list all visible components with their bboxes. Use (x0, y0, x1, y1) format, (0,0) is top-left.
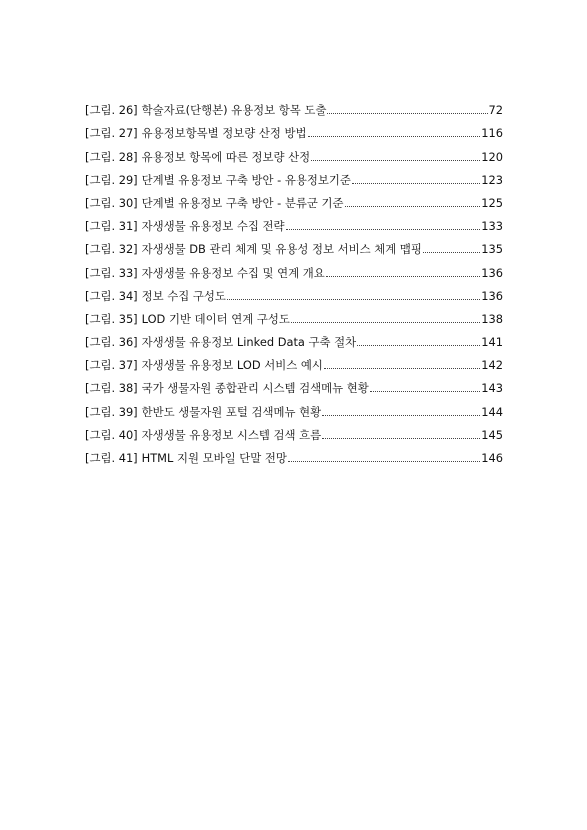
dot-leader (423, 252, 480, 253)
toc-entry[interactable] (85, 164, 503, 187)
figure-number: [그림. 39] (85, 404, 138, 419)
figure-number: [그림. 33] (85, 265, 138, 280)
dot-leader (322, 438, 480, 439)
figure-number: [그림. 27] (85, 126, 138, 141)
dot-leader (227, 299, 480, 300)
page-number: 142 (481, 358, 503, 373)
toc-entry[interactable] (85, 442, 503, 465)
figure-number: [그림. 26] (85, 103, 138, 118)
dot-leader (311, 160, 480, 161)
dot-leader (291, 322, 480, 323)
dot-leader (286, 229, 481, 230)
dot-leader (326, 276, 480, 277)
figure-list (85, 94, 503, 465)
toc-entry[interactable] (85, 395, 503, 418)
toc-entry[interactable] (85, 233, 503, 256)
toc-entry[interactable] (85, 326, 503, 349)
toc-entry[interactable] (85, 303, 503, 326)
dot-leader (324, 368, 480, 369)
page-number: 144 (481, 404, 503, 419)
figure-title: 단계별 유용정보 구축 방안 - 분류군 기준 (141, 195, 344, 210)
page-number: 143 (481, 381, 503, 396)
dot-leader (357, 345, 480, 346)
page-number: 138 (481, 311, 503, 326)
toc-entry[interactable] (85, 280, 503, 303)
figure-number: [그림. 38] (85, 381, 138, 396)
toc-entry[interactable] (85, 419, 503, 442)
figure-title: 정보 수집 구성도 (141, 288, 226, 303)
page-number: 145 (481, 427, 503, 442)
toc-entry[interactable] (85, 256, 503, 279)
dot-leader (308, 136, 481, 137)
page-number: 116 (481, 126, 503, 141)
figure-title: 유용정보항목별 정보량 산정 방법 (141, 126, 307, 141)
figure-number: [그림. 31] (85, 219, 138, 234)
figure-title: 자생생물 유용정보 시스템 검색 흐름 (141, 427, 322, 442)
figure-number: [그림. 30] (85, 195, 138, 210)
toc-entry[interactable] (85, 372, 503, 395)
page-number: 135 (481, 242, 503, 257)
figure-number: [그림. 36] (85, 335, 138, 350)
page-number: 125 (481, 195, 503, 210)
figure-title: 자생생물 유용정보 수집 및 연계 개요 (141, 265, 325, 280)
dot-leader (345, 206, 481, 207)
figure-title: 학술자료(단행본) 유용정보 항목 도출 (141, 103, 327, 118)
figure-title: 단계별 유용정보 구축 방안 - 유용정보기준 (141, 172, 351, 187)
figure-title: 자생생물 DB 관리 체계 및 유용성 정보 서비스 체계 맵핑 (141, 242, 422, 257)
dot-leader (327, 113, 487, 114)
figure-number: [그림. 40] (85, 427, 138, 442)
page-number: 141 (481, 335, 503, 350)
figure-number: [그림. 37] (85, 358, 138, 373)
dot-leader (322, 415, 480, 416)
figure-number: [그림. 29] (85, 172, 138, 187)
page-number: 136 (481, 288, 503, 303)
figure-number: [그림. 34] (85, 288, 138, 303)
toc-entry[interactable] (85, 117, 503, 140)
figure-title: 자생생물 유용정보 수집 전략 (141, 219, 285, 234)
toc-entry[interactable] (85, 94, 503, 117)
figure-number: [그림. 28] (85, 149, 138, 164)
page-number: 136 (481, 265, 503, 280)
toc-entry[interactable] (85, 140, 503, 163)
dot-leader (370, 391, 480, 392)
page-number: 120 (481, 149, 503, 164)
page-number: 123 (481, 172, 503, 187)
figure-number: [그림. 41] (85, 451, 138, 465)
page-number: 133 (481, 219, 503, 234)
figure-title: 국가 생물자원 종합관리 시스템 검색메뉴 현황 (141, 381, 369, 396)
page-number: 146 (481, 451, 503, 465)
figure-title: 자생생물 유용정보 Linked Data 구축 절차 (141, 335, 357, 350)
figure-title: HTML 지원 모바일 단말 전망 (141, 451, 287, 465)
figure-title: LOD 기반 데이터 연계 구성도 (141, 311, 290, 326)
figure-title: 유용정보 항목에 따른 정보량 산정 (141, 149, 311, 164)
page-number: 72 (488, 103, 503, 118)
figure-title: 자생생물 유용정보 LOD 서비스 예시 (141, 358, 323, 373)
dot-leader (288, 461, 480, 462)
toc-entry[interactable] (85, 210, 503, 233)
figure-number: [그림. 35] (85, 311, 138, 326)
dot-leader (352, 183, 480, 184)
toc-entry[interactable] (85, 187, 503, 210)
figure-number: [그림. 32] (85, 242, 138, 257)
figure-title: 한반도 생물자원 포털 검색메뉴 현황 (141, 404, 322, 419)
toc-entry[interactable] (85, 349, 503, 372)
